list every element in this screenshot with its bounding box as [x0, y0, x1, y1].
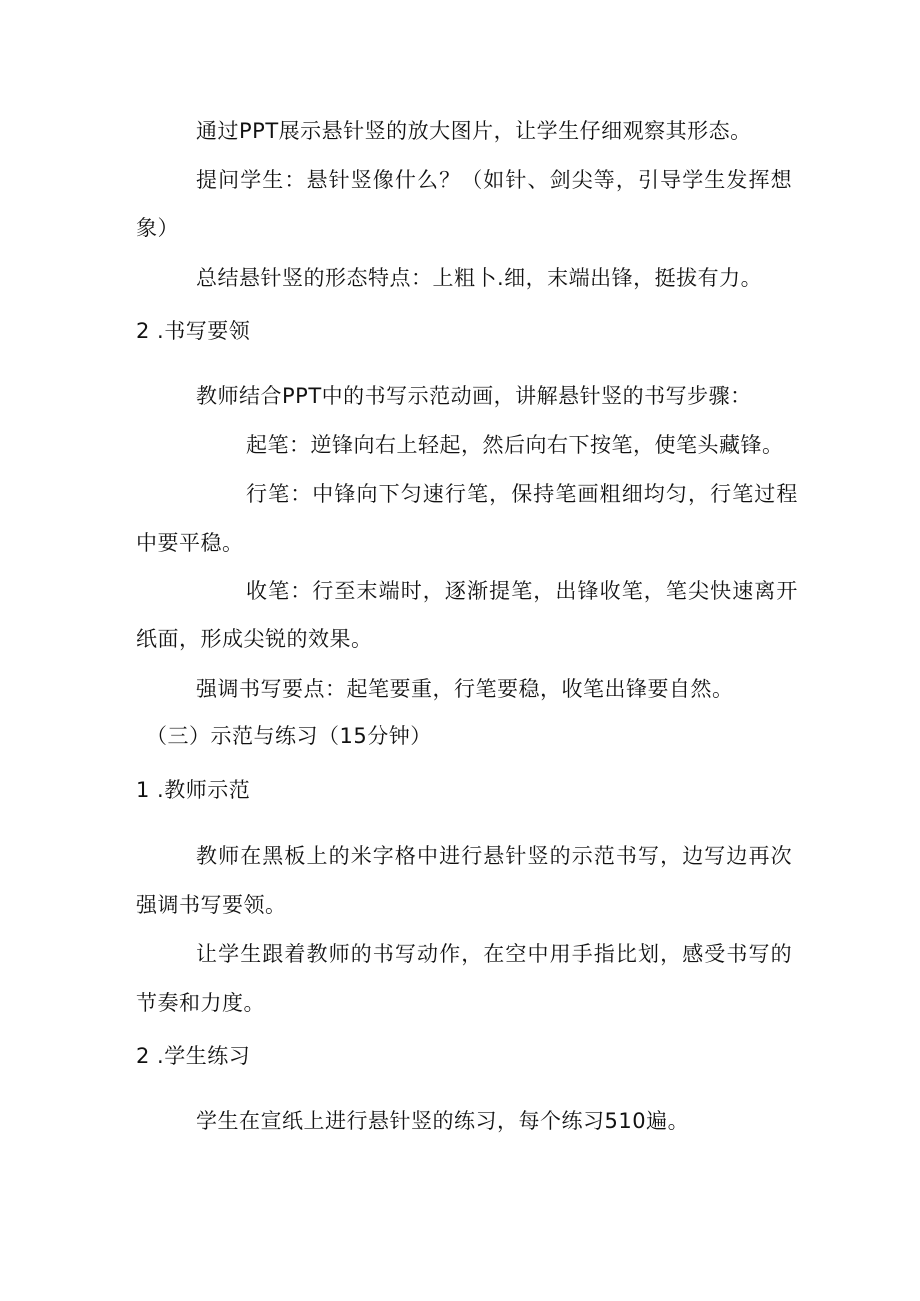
section-demo-practice: （三）示范与练习（15分钟） [146, 724, 432, 748]
paragraph-practice: 学生在宣纸上进行悬针竖的练习，每个练习510遍。 [196, 1109, 690, 1133]
paragraph-air-writing-line1: 让学生跟着教师的书写动作，在空中用手指比划，感受书写的 [196, 942, 793, 966]
paragraph-air-writing-line2: 节奏和力度。 [136, 991, 265, 1015]
paragraph-blackboard-line2: 强调书写要领。 [136, 893, 287, 917]
paragraph-end-stroke-line2: 纸面，形成尖锐的效果。 [136, 627, 373, 651]
paragraph-ppt-demo: 教师结合PPT中的书写示范动画，讲解悬针竖的书写步骤： [196, 384, 752, 408]
paragraph-blackboard-line1: 教师在黑板上的米字格中进行悬针竖的示范书写，边写边再次 [196, 844, 793, 868]
heading-student-practice: 2 .学生练习 [136, 1044, 251, 1068]
paragraph-ppt-show: 通过PPT展示悬针竖的放大图片，让学生仔细观察其形态。 [196, 119, 752, 143]
paragraph-summary: 总结悬针竖的形态特点：上粗卜.细，末端出锋，挺拔有力。 [196, 266, 763, 290]
paragraph-question-line1: 提问学生：悬针竖像什么？（如针、剑尖等，引导学生发挥想 [196, 168, 793, 192]
paragraph-emphasis: 强调书写要点：起笔要重，行笔要稳，收笔出锋要自然。 [196, 677, 734, 701]
paragraph-move-stroke-line2: 中要平稳。 [136, 531, 244, 555]
heading-writing-points: 2 .书写要领 [136, 319, 251, 343]
paragraph-end-stroke-line1: 收笔：行至末端时，逐渐提笔，出锋收笔，笔尖快速离开 [246, 579, 799, 603]
paragraph-start-stroke: 起笔：逆锋向右上轻起，然后向右下按笔，使笔头藏锋。 [246, 433, 784, 457]
paragraph-move-stroke-line1: 行笔：中锋向下匀速行笔，保持笔画粗细均匀，行笔过程 [246, 482, 799, 506]
heading-teacher-demo: 1 .教师示范 [136, 778, 251, 802]
paragraph-question-line2: 象） [136, 216, 179, 240]
